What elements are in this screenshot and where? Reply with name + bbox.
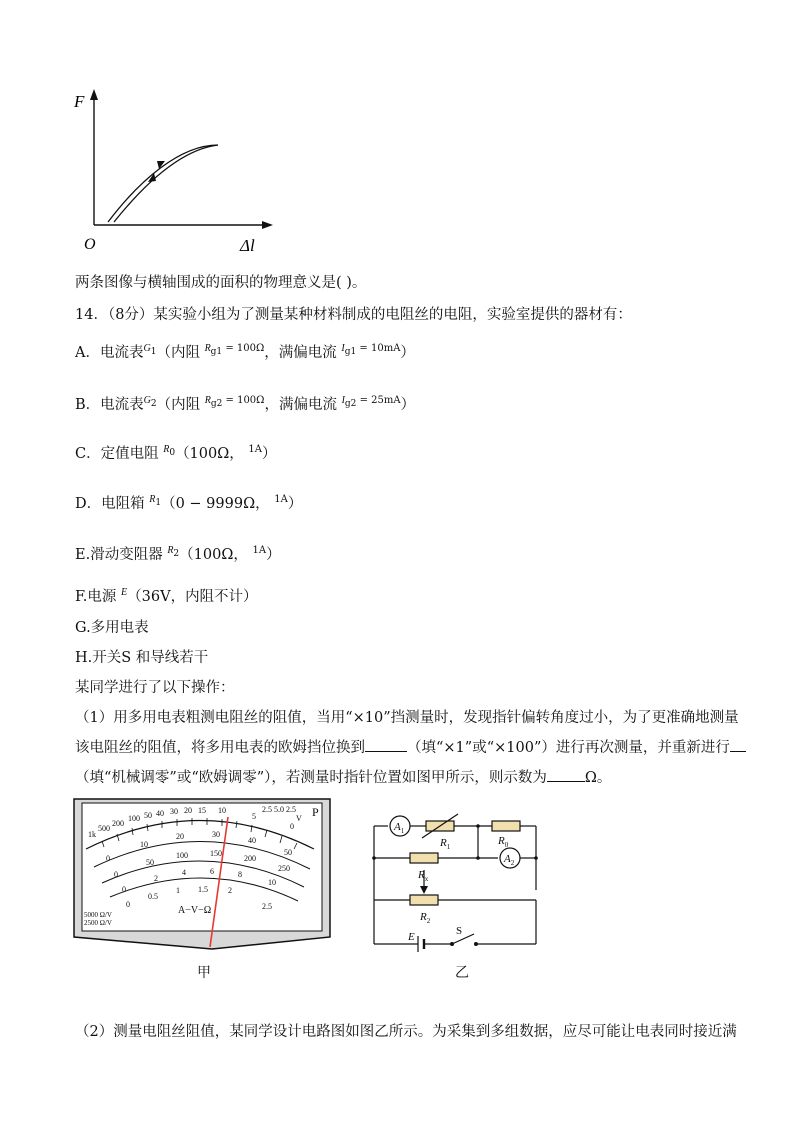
- ac-tick-1.5: 1.5: [198, 885, 208, 894]
- ac-tick-2: 2: [228, 886, 232, 895]
- switch-label: S: [456, 925, 463, 937]
- dc-low-10: 10: [268, 878, 276, 887]
- top-right-ranges: 2.5 5.0 2.5: [262, 805, 296, 814]
- ohm-tick-1k: 1k: [88, 830, 96, 839]
- dc-mid-200: 200: [244, 854, 256, 863]
- dc-low-0: 0: [122, 885, 126, 894]
- area-question: 两条图像与横轴围成的面积的物理意义是( )。: [75, 275, 367, 291]
- dc-low-2: 2: [154, 874, 158, 883]
- force-elongation-graph: [70, 85, 290, 260]
- dc-mid-250: 250: [278, 864, 290, 873]
- equip-c: C．定值电阻 $^{R0}$（100Ω， $^{1A}$）: [75, 444, 277, 462]
- dc-top-10: 10: [140, 840, 148, 849]
- ops-intro: 某同学进行了以下操作：: [75, 680, 235, 696]
- ohm-tick-15: 15: [198, 806, 206, 815]
- ohm-tick-5: 5: [252, 812, 256, 821]
- dc-top-50: 50: [284, 848, 292, 857]
- ohm-tick-30: 30: [170, 807, 178, 816]
- ammeter-a2-label: $A_2$: [504, 853, 515, 867]
- q14-header: 14．（8分）某实验小组为了测量某种材料制成的电阻丝的电阻，实验室提供的器材有：: [75, 307, 632, 323]
- answer-blank-zero: [730, 737, 746, 752]
- dc-low-4: 4: [182, 868, 186, 877]
- multimeter-dial: [72, 797, 332, 955]
- answer-blank-range: [365, 737, 407, 752]
- origin-label: O: [84, 236, 96, 253]
- equip-a: A．电流表$^{G1}$（内阻 $^{Rg1 = 100\Omega}$，满偏电流 $^{Ig1 = 10mA}$）: [75, 343, 415, 361]
- part1-line3: （填“机械调零”或“欧姆调零”），若测量时指针位置如图甲所示，则示数为 Ω。: [75, 767, 611, 788]
- dc-low-6: 6: [210, 867, 214, 876]
- part2-text: （2）测量电阻丝阻值，某同学设计电路图如图乙所示。为采集到多组数据，应尽可能让电表同时接近满: [75, 1024, 737, 1040]
- answer-blank-reading: [547, 767, 585, 782]
- ohm-tick-10: 10: [218, 806, 226, 815]
- ohm-tick-200: 200: [112, 819, 124, 828]
- ohm-tick-50: 50: [144, 811, 152, 820]
- emf-label: E: [408, 931, 415, 943]
- dc-mid-50: 50: [146, 858, 154, 867]
- part1-line1: （1）用多用电表粗测电阻丝的阻值，当用“×10”挡测量时，发现指针偏转角度过小，为了更准确地测量: [75, 710, 739, 726]
- ac-tick-0.5: 0.5: [148, 892, 158, 901]
- ohm-tick-20: 20: [184, 806, 192, 815]
- equip-g: G.多用电表: [75, 620, 149, 636]
- x-axis-label: Δl: [240, 236, 255, 255]
- r2-label: $R_2$: [420, 911, 431, 925]
- left-note-1: 5000 Ω/V: [84, 911, 112, 919]
- left-note-2: 2500 Ω/V: [84, 919, 112, 927]
- dc-top-40: 40: [248, 836, 256, 845]
- dc-top-30: 30: [212, 830, 220, 839]
- equip-h: H.开关S 和导线若干: [75, 650, 209, 666]
- ohm-tick-100: 100: [128, 814, 140, 823]
- y-axis-label: F: [74, 92, 85, 111]
- ac-tick-1: 1: [176, 886, 180, 895]
- equip-f: F.电源 $^E$（36V，内阻不计）: [75, 587, 258, 605]
- top-right-unit: V: [296, 814, 302, 823]
- dc-low-8: 8: [238, 870, 242, 879]
- figure-jia-caption: 甲: [197, 965, 211, 981]
- dc-mid-0: 0: [114, 870, 118, 879]
- ohm-tick-500: 500: [98, 824, 110, 833]
- ammeter-a1-label: $A_1$: [394, 821, 405, 835]
- equip-e: E.滑动变阻器 $^{R2}$（100Ω， $^{1A}$）: [75, 545, 281, 563]
- r0-label: $R_0$: [498, 835, 509, 849]
- center-label: A−V−Ω: [178, 905, 212, 916]
- circuit-diagram: [360, 808, 550, 958]
- dc-top-20: 20: [176, 832, 184, 841]
- dc-top-0: 0: [106, 854, 110, 863]
- ohm-tick-40: 40: [156, 809, 164, 818]
- ac-tick-2.5: 2.5: [262, 902, 272, 911]
- rx-label: $R_x$: [418, 869, 429, 883]
- r1-label: $R_1$: [440, 837, 451, 851]
- ohm-tick-0: 0: [290, 822, 294, 831]
- equip-b: B．电流表$^{G2}$（内阻 $^{Rg2 = 100\Omega}$，满偏电流 $^{Ig2 = 25mA}$）: [75, 395, 416, 413]
- figure-yi-caption: 乙: [455, 965, 469, 981]
- dc-mid-100: 100: [176, 851, 188, 860]
- ac-tick-0: 0: [126, 900, 130, 909]
- dc-mid-150: 150: [210, 849, 222, 858]
- part1-line2: 该电阻丝的阻值，将多用电表的欧姆挡位换到 （填“×1”或“×100”）进行再次测量，并重新进行: [75, 737, 746, 758]
- equip-d: D．电阻箱 $^{R1}$（0 − 9999Ω， $^{1A}$）: [75, 494, 303, 512]
- p-mark: P: [312, 805, 319, 819]
